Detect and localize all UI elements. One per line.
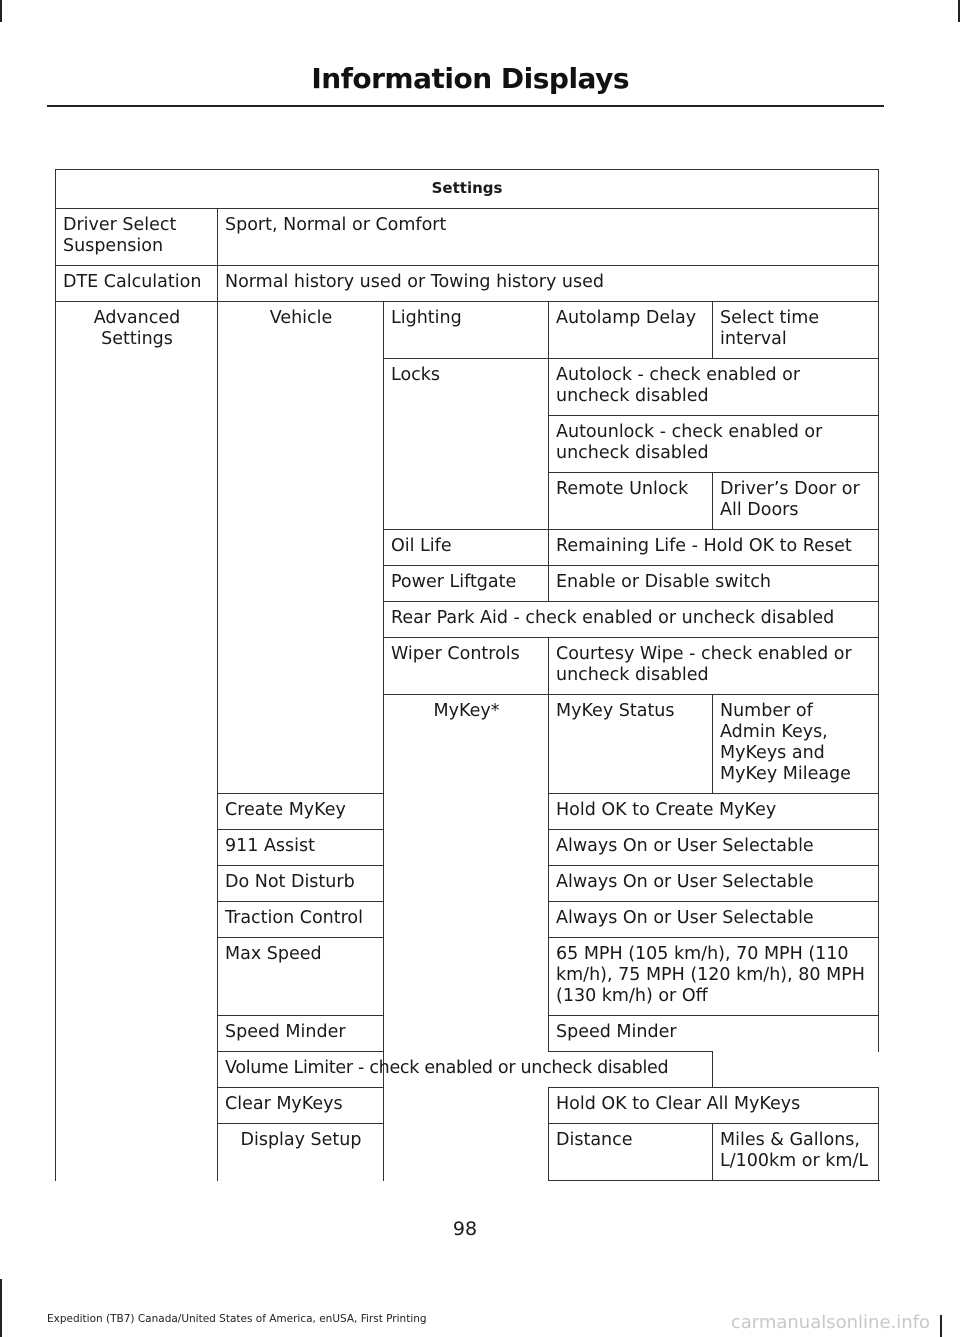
settings-table [55, 169, 879, 1181]
max-speed-label: Max Speed [218, 938, 384, 1016]
watermark: carmanualsonline.info [730, 1312, 930, 1333]
distance-label: Distance [549, 1124, 713, 1181]
title-divider [47, 105, 884, 107]
vehicle-label: Vehicle [218, 302, 384, 794]
mykey-label: MyKey* [384, 695, 549, 1181]
locks-label: Locks [384, 359, 549, 530]
advanced-settings-label: Advanced Settings [56, 302, 218, 1181]
dte-value: Normal history used or Towing history used [218, 266, 879, 302]
create-mykey-label: Create MyKey [218, 794, 384, 830]
oil-life-value: Remaining Life - Hold OK to Reset [549, 530, 879, 566]
speed-minder-label: Speed Minder [218, 1016, 384, 1052]
create-mykey-value: Hold OK to Create MyKey [549, 794, 879, 830]
crop-mark-bottom-left [0, 1279, 2, 1337]
dte-label: DTE Calculation [56, 266, 218, 302]
autolock-value: Autolock - check enabled or uncheck disabled [549, 359, 879, 416]
traction-control-label: Traction Control [218, 902, 384, 938]
traction-control-value: Always On or User Selectable [549, 902, 879, 938]
select-time-interval-value: Select time interval [713, 302, 879, 359]
clear-mykeys-value: Hold OK to Clear All MyKeys [549, 1088, 879, 1124]
table-title: Settings [56, 170, 879, 209]
page-number: 98 [452, 1218, 478, 1240]
table-row [56, 266, 879, 302]
table-row [56, 209, 879, 266]
crop-mark-top-left [0, 0, 2, 22]
oil-life-label: Oil Life [384, 530, 549, 566]
crop-mark-bottom-right [940, 1315, 942, 1337]
lighting-label: Lighting [384, 302, 549, 359]
display-setup-label: Display Setup [218, 1124, 384, 1181]
power-liftgate-label: Power Liftgate [384, 566, 549, 602]
remote-unlock-label: Remote Unlock [549, 473, 713, 530]
driver-select-value: Sport, Normal or Comfort [218, 209, 879, 266]
edition-footer: Expedition (TB7) Canada/United States of America, enUSA, First Printing [47, 1313, 427, 1325]
wiper-controls-label: Wiper Controls [384, 638, 549, 695]
table-row [56, 302, 879, 359]
courtesy-wipe-value: Courtesy Wipe - check enabled or uncheck disabled [549, 638, 879, 695]
section-title: Information Displays [311, 62, 629, 95]
assist-911-value: Always On or User Selectable [549, 830, 879, 866]
distance-value: Miles & Gallons, L/100km or km/L [713, 1124, 879, 1181]
power-liftgate-value: Enable or Disable switch [549, 566, 879, 602]
do-not-disturb-label: Do Not Disturb [218, 866, 384, 902]
assist-911-label: 911 Assist [218, 830, 384, 866]
drivers-door-value: Driver’s Door or All Doors [713, 473, 879, 530]
do-not-disturb-value: Always On or User Selectable [549, 866, 879, 902]
clear-mykeys-label: Clear MyKeys [218, 1088, 384, 1124]
rear-park-aid-value: Rear Park Aid - check enabled or uncheck disabled [384, 602, 879, 638]
speed-minder-value: Speed Minder [549, 1016, 879, 1052]
max-speed-value: 65 MPH (105 km/h), 70 MPH (110 km/h), 75 MPH (120 km/h), 80 MPH (130 km/h) or Off [549, 938, 879, 1016]
volume-limiter-value: Volume Limiter - check enabled or uncheck disabled [218, 1052, 713, 1088]
mykey-status-label: MyKey Status [549, 695, 713, 794]
autounlock-value: Autounlock - check enabled or uncheck disabled [549, 416, 879, 473]
driver-select-label: Driver Select Suspension [56, 209, 218, 266]
autolamp-delay-label: Autolamp Delay [549, 302, 713, 359]
mykey-status-value: Number of Admin Keys, MyKeys and MyKey Mileage [713, 695, 879, 794]
